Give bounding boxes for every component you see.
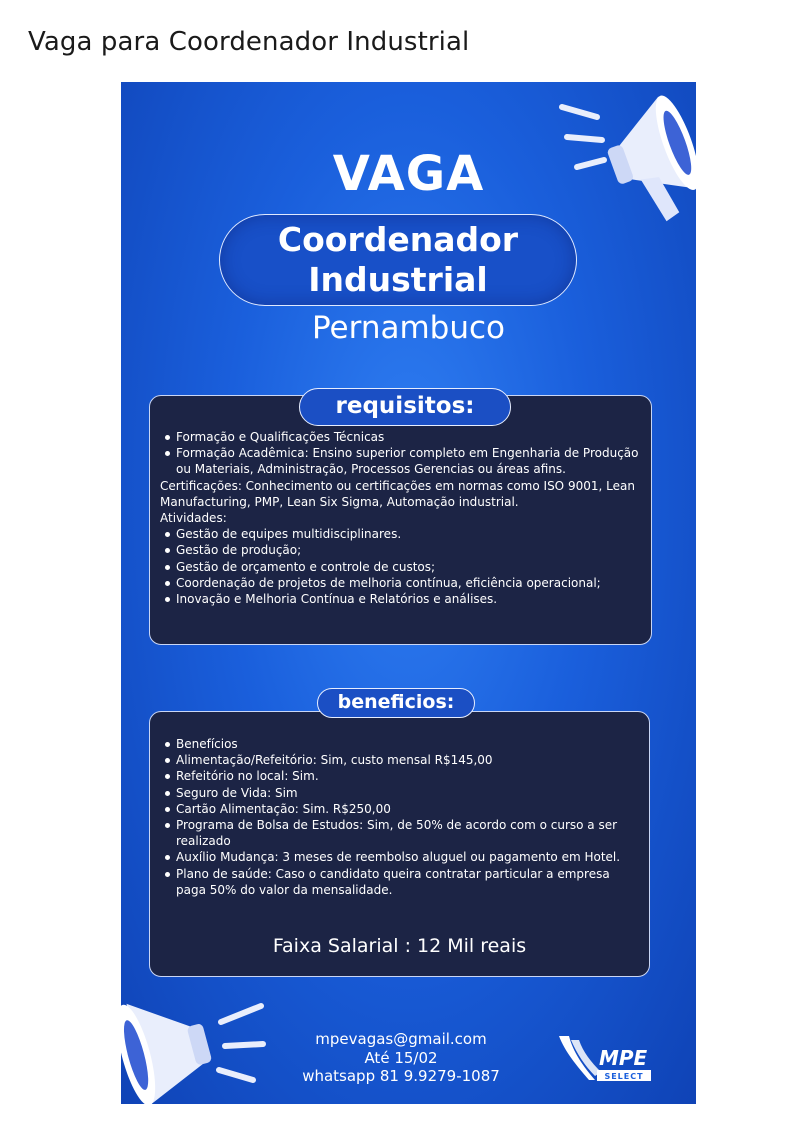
requisitos-panel — [149, 395, 652, 645]
application-deadline: Até 15/02 — [364, 1048, 438, 1067]
list-item: Inovação e Melhoria Contínua e Relatórios e análises. — [160, 591, 639, 607]
list-item: Gestão de produção; — [160, 542, 639, 558]
location: Pernambuco — [311, 310, 506, 346]
list-item: Benefícios — [160, 736, 637, 752]
list-item: Programa de Bolsa de Estudos: Sim, de 50% de acordo com o curso a ser realizado — [160, 817, 637, 849]
role-title-line2: Industrial — [308, 260, 488, 299]
contact-block — [261, 1030, 541, 1086]
list-item: Alimentação/Refeitório: Sim, custo mensal R$145,00 — [160, 752, 637, 768]
logo-subtext: SELECT — [604, 1072, 644, 1081]
mpe-select-logo — [555, 1030, 655, 1088]
post-title: Vaga para Coordenador Industrial — [28, 27, 470, 57]
list-item: Gestão de orçamento e controle de custos; — [160, 559, 639, 575]
certificacoes-text: Certificações: Conhecimento ou certificações em normas como ISO 9001, Lean Manufacturing, PMP, Lean Six Sigma, Automação industrial. — [160, 478, 635, 509]
atividades-label: Atividades: — [160, 511, 227, 526]
contact-email[interactable]: mpevagas@gmail.com — [315, 1030, 487, 1048]
heading-vaga: VAGA — [332, 146, 485, 202]
atividades-list — [160, 526, 639, 607]
job-flyer — [121, 82, 696, 1104]
role-title-pill — [219, 214, 577, 306]
list-item: Plano de saúde: Caso o candidato queira contratar particular a empresa paga 50% do valor da mensalidade. — [160, 866, 637, 898]
salary-range: Faixa Salarial : 12 Mil reais — [272, 935, 527, 957]
beneficios-panel — [149, 711, 650, 977]
list-item: Formação e Qualificações Técnicas — [160, 429, 639, 445]
list-item: Formação Acadêmica: Ensino superior completo em Engenharia de Produção ou Materiais, Administração, Processos Gerencias ou áreas afins. — [160, 445, 639, 477]
list-item: Refeitório no local: Sim. — [160, 768, 637, 784]
list-item: Cartão Alimentação: Sim. R$250,00 — [160, 801, 637, 817]
logo-text: MPE — [599, 1046, 648, 1070]
list-item: Coordenação de projetos de melhoria contínua, eficiência operacional; — [160, 575, 639, 591]
list-item: Gestão de equipes multidisciplinares. — [160, 526, 639, 542]
requisitos-tag: requisitos: — [299, 388, 511, 426]
role-title-line1: Coordenador — [277, 220, 519, 259]
beneficios-tag: beneficios: — [317, 688, 475, 718]
requisitos-list — [160, 429, 639, 478]
megaphone-icon — [121, 974, 271, 1104]
list-item: Seguro de Vida: Sim — [160, 785, 637, 801]
list-item: Auxílio Mudança: 3 meses de reembolso aluguel ou pagamento em Hotel. — [160, 849, 637, 865]
beneficios-list — [160, 736, 637, 898]
contact-whatsapp[interactable]: whatsapp 81 9.9279-1087 — [302, 1067, 500, 1085]
